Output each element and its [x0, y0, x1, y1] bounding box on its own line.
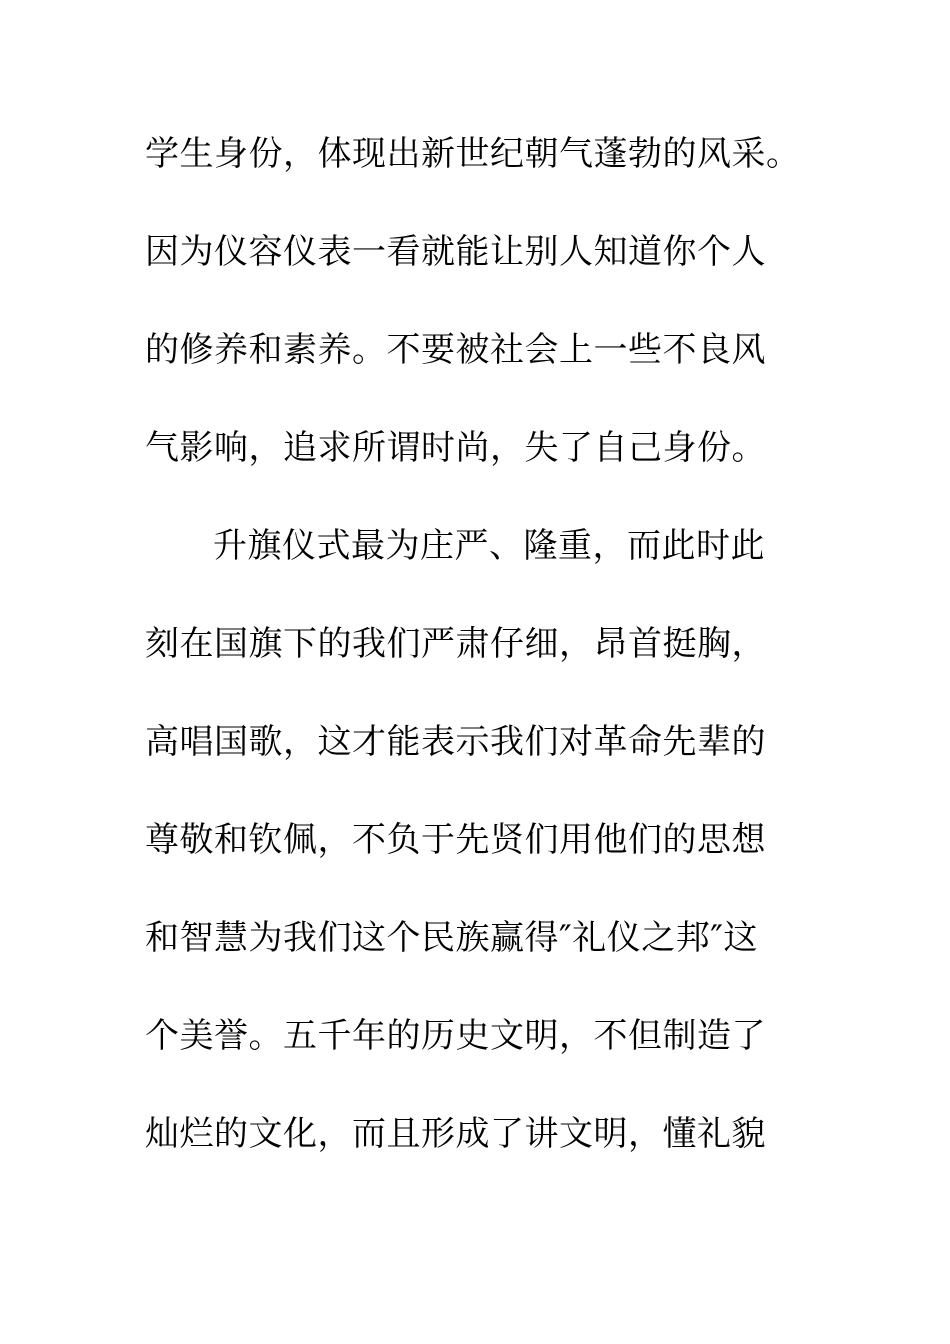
- text-line-11: 灿烂的文化，而且形成了讲文明，懂礼貌: [145, 1114, 766, 1154]
- text-line-1: 学生身份，体现出新世纪朝气蓬勃的风采。: [145, 134, 801, 174]
- text-line-3: 的修养和素养。不要被社会上一些不良风: [145, 330, 766, 370]
- body-text: [145, 126, 801, 1204]
- text-line-5: 升旗仪式最为庄严、隆重，而此时此: [213, 526, 765, 566]
- text-line-10: 个美誉。五千年的历史文明，不但制造了: [145, 1016, 766, 1056]
- text-line-6: 刻在国旗下的我们严肃仔细，昂首挺胸，: [145, 624, 766, 664]
- text-line-9: 和智慧为我们这个民族赢得″礼仪之邦″这: [145, 918, 758, 958]
- text-line-8: 尊敬和钦佩，不负于先贤们用他们的思想: [145, 820, 766, 860]
- text-line-7: 高唱国歌，这才能表示我们对革命先辈的: [145, 722, 766, 762]
- text-line-4: 气影响，追求所谓时尚，失了自己身份。: [145, 428, 766, 468]
- text-line-2: 因为仪容仪表一看就能让别人知道你个人: [145, 232, 766, 272]
